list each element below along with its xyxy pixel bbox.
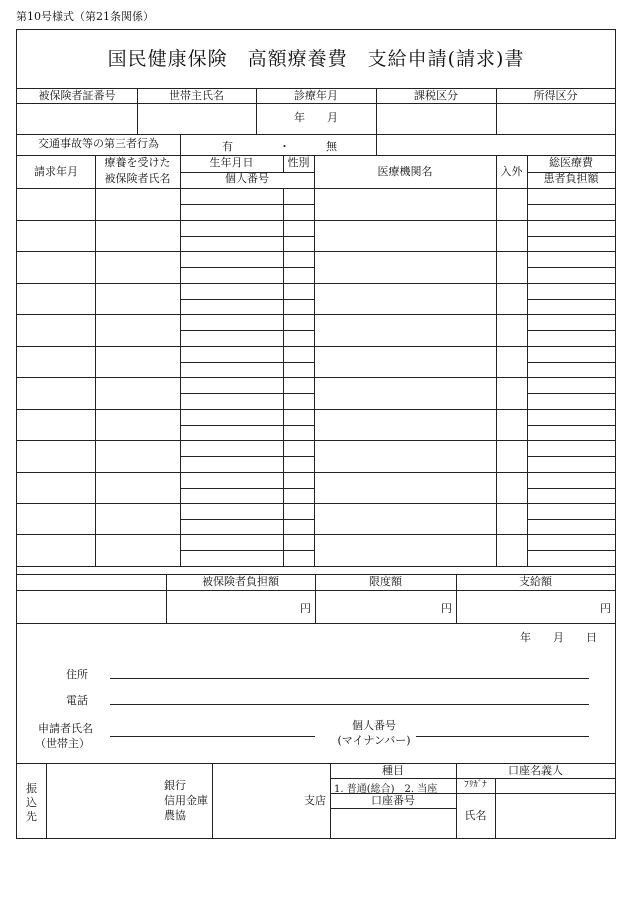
third-party-separator: ・	[279, 140, 290, 153]
householder-name-label: 世帯主氏名	[169, 89, 224, 102]
row-rule	[17, 440, 615, 441]
birthdate-header: 生年月日	[209, 156, 254, 169]
half-rule	[527, 236, 615, 237]
half-rule	[527, 488, 615, 489]
col-rule	[496, 155, 497, 566]
mynumber-sublabel: (マイナンバー)	[337, 734, 411, 747]
half-rule	[527, 204, 615, 205]
application-date[interactable]: 年 月 日	[520, 631, 597, 644]
total-cost-header: 総医療費	[549, 156, 593, 169]
payment-label: 支給額	[519, 575, 552, 588]
half-rule	[180, 393, 314, 394]
half-rule	[527, 267, 615, 268]
transfer-to-label: 振込先	[26, 782, 37, 823]
institution-header: 医療機関名	[377, 165, 433, 178]
patient-burden-header: 患者負担額	[543, 172, 599, 185]
half-rule	[180, 488, 314, 489]
form-number: 第10号様式（第21条関係）	[16, 10, 154, 23]
half-rule	[180, 425, 314, 426]
third-party-label: 交通事故等の第三者行為	[38, 137, 159, 150]
bank-option[interactable]: 銀行	[164, 779, 186, 792]
phone-line	[110, 704, 589, 705]
col-rule	[314, 155, 315, 566]
inout-header: 入外	[500, 165, 523, 178]
account-holder-label: 口座名義人	[508, 764, 563, 777]
rule	[456, 793, 615, 794]
account-type-label: 種目	[382, 764, 404, 777]
half-rule	[180, 519, 314, 520]
furigana-label: ﾌﾘｶﾞﾅ	[464, 780, 487, 790]
half-rule	[527, 519, 615, 520]
insured-burden-label: 被保険者負担額	[202, 575, 279, 588]
address-line	[110, 678, 589, 679]
account-number-label: 口座番号	[371, 794, 415, 807]
half-rule	[527, 550, 615, 551]
rule	[17, 103, 615, 104]
form-title: 国民健康保険 高額療養費 支給申請(請求)書	[107, 48, 525, 70]
col-rule	[95, 155, 96, 566]
half-rule	[180, 456, 314, 457]
agri-coop-option[interactable]: 農協	[164, 809, 186, 822]
col-rule	[46, 763, 47, 838]
row-rule	[17, 251, 615, 252]
col-rule	[495, 778, 496, 838]
yen-unit: 円	[300, 602, 311, 615]
row-rule	[17, 377, 615, 378]
address-label: 住所	[66, 668, 88, 681]
holder-name-label: 氏名	[464, 809, 487, 822]
col-rule	[283, 188, 284, 566]
applicant-name-label: 申請者氏名	[38, 722, 93, 735]
rule	[330, 808, 456, 809]
insured-number-label: 被保険者証番号	[38, 89, 116, 102]
row-rule	[17, 283, 615, 284]
credit-union-option[interactable]: 信用金庫	[164, 794, 208, 807]
patient-header-line2: 被保険者氏名	[104, 172, 171, 185]
mynumber-line	[416, 736, 589, 737]
applicant-name-sublabel: （世帯主）	[35, 737, 90, 750]
row-rule	[17, 409, 615, 410]
gender-header: 性別	[287, 156, 310, 169]
row-rule	[17, 346, 615, 347]
row-rule	[17, 220, 615, 221]
half-rule	[180, 330, 314, 331]
row-rule	[17, 566, 615, 567]
half-rule	[527, 393, 615, 394]
branch-label: 支店	[304, 794, 326, 807]
half-rule	[180, 299, 314, 300]
rule	[17, 590, 615, 591]
half-rule	[527, 299, 615, 300]
treatment-month-label: 診療年月	[294, 89, 338, 102]
mynumber-label: 個人番号	[352, 719, 396, 732]
tax-class-label: 課税区分	[414, 89, 458, 102]
row-rule	[17, 314, 615, 315]
personal-number-header: 個人番号	[225, 172, 269, 185]
limit-label: 限度額	[369, 575, 402, 588]
col-rule	[180, 155, 181, 566]
claim-month-header: 請求年月	[34, 165, 78, 178]
yen-unit: 円	[600, 602, 611, 615]
half-rule	[180, 550, 314, 551]
half-rule	[527, 330, 615, 331]
name-line	[110, 736, 315, 737]
col-rule	[180, 134, 181, 155]
row-rule	[17, 503, 615, 504]
rule	[17, 188, 615, 189]
third-party-yes[interactable]: 有	[222, 140, 233, 153]
half-rule	[527, 456, 615, 457]
half-rule	[527, 362, 615, 363]
yen-unit: 円	[441, 602, 452, 615]
half-rule	[180, 267, 314, 268]
third-party-no[interactable]: 無	[326, 140, 337, 153]
half-rule	[180, 362, 314, 363]
row-rule	[17, 472, 615, 473]
treatment-year-month: 年 月	[294, 111, 338, 124]
income-class-label: 所得区分	[533, 89, 578, 102]
rule	[330, 778, 615, 779]
phone-label: 電話	[66, 694, 88, 707]
rule	[17, 623, 615, 624]
row-rule	[17, 534, 615, 535]
rule	[17, 134, 615, 135]
patient-header-line1: 療養を受けた	[104, 156, 171, 169]
half-rule	[527, 425, 615, 426]
col-rule	[527, 155, 528, 566]
half-rule	[180, 236, 314, 237]
half-rule	[180, 204, 314, 205]
account-type-options[interactable]: 1. 普通(総合) 2. 当座	[334, 784, 438, 795]
application-form	[16, 29, 616, 839]
